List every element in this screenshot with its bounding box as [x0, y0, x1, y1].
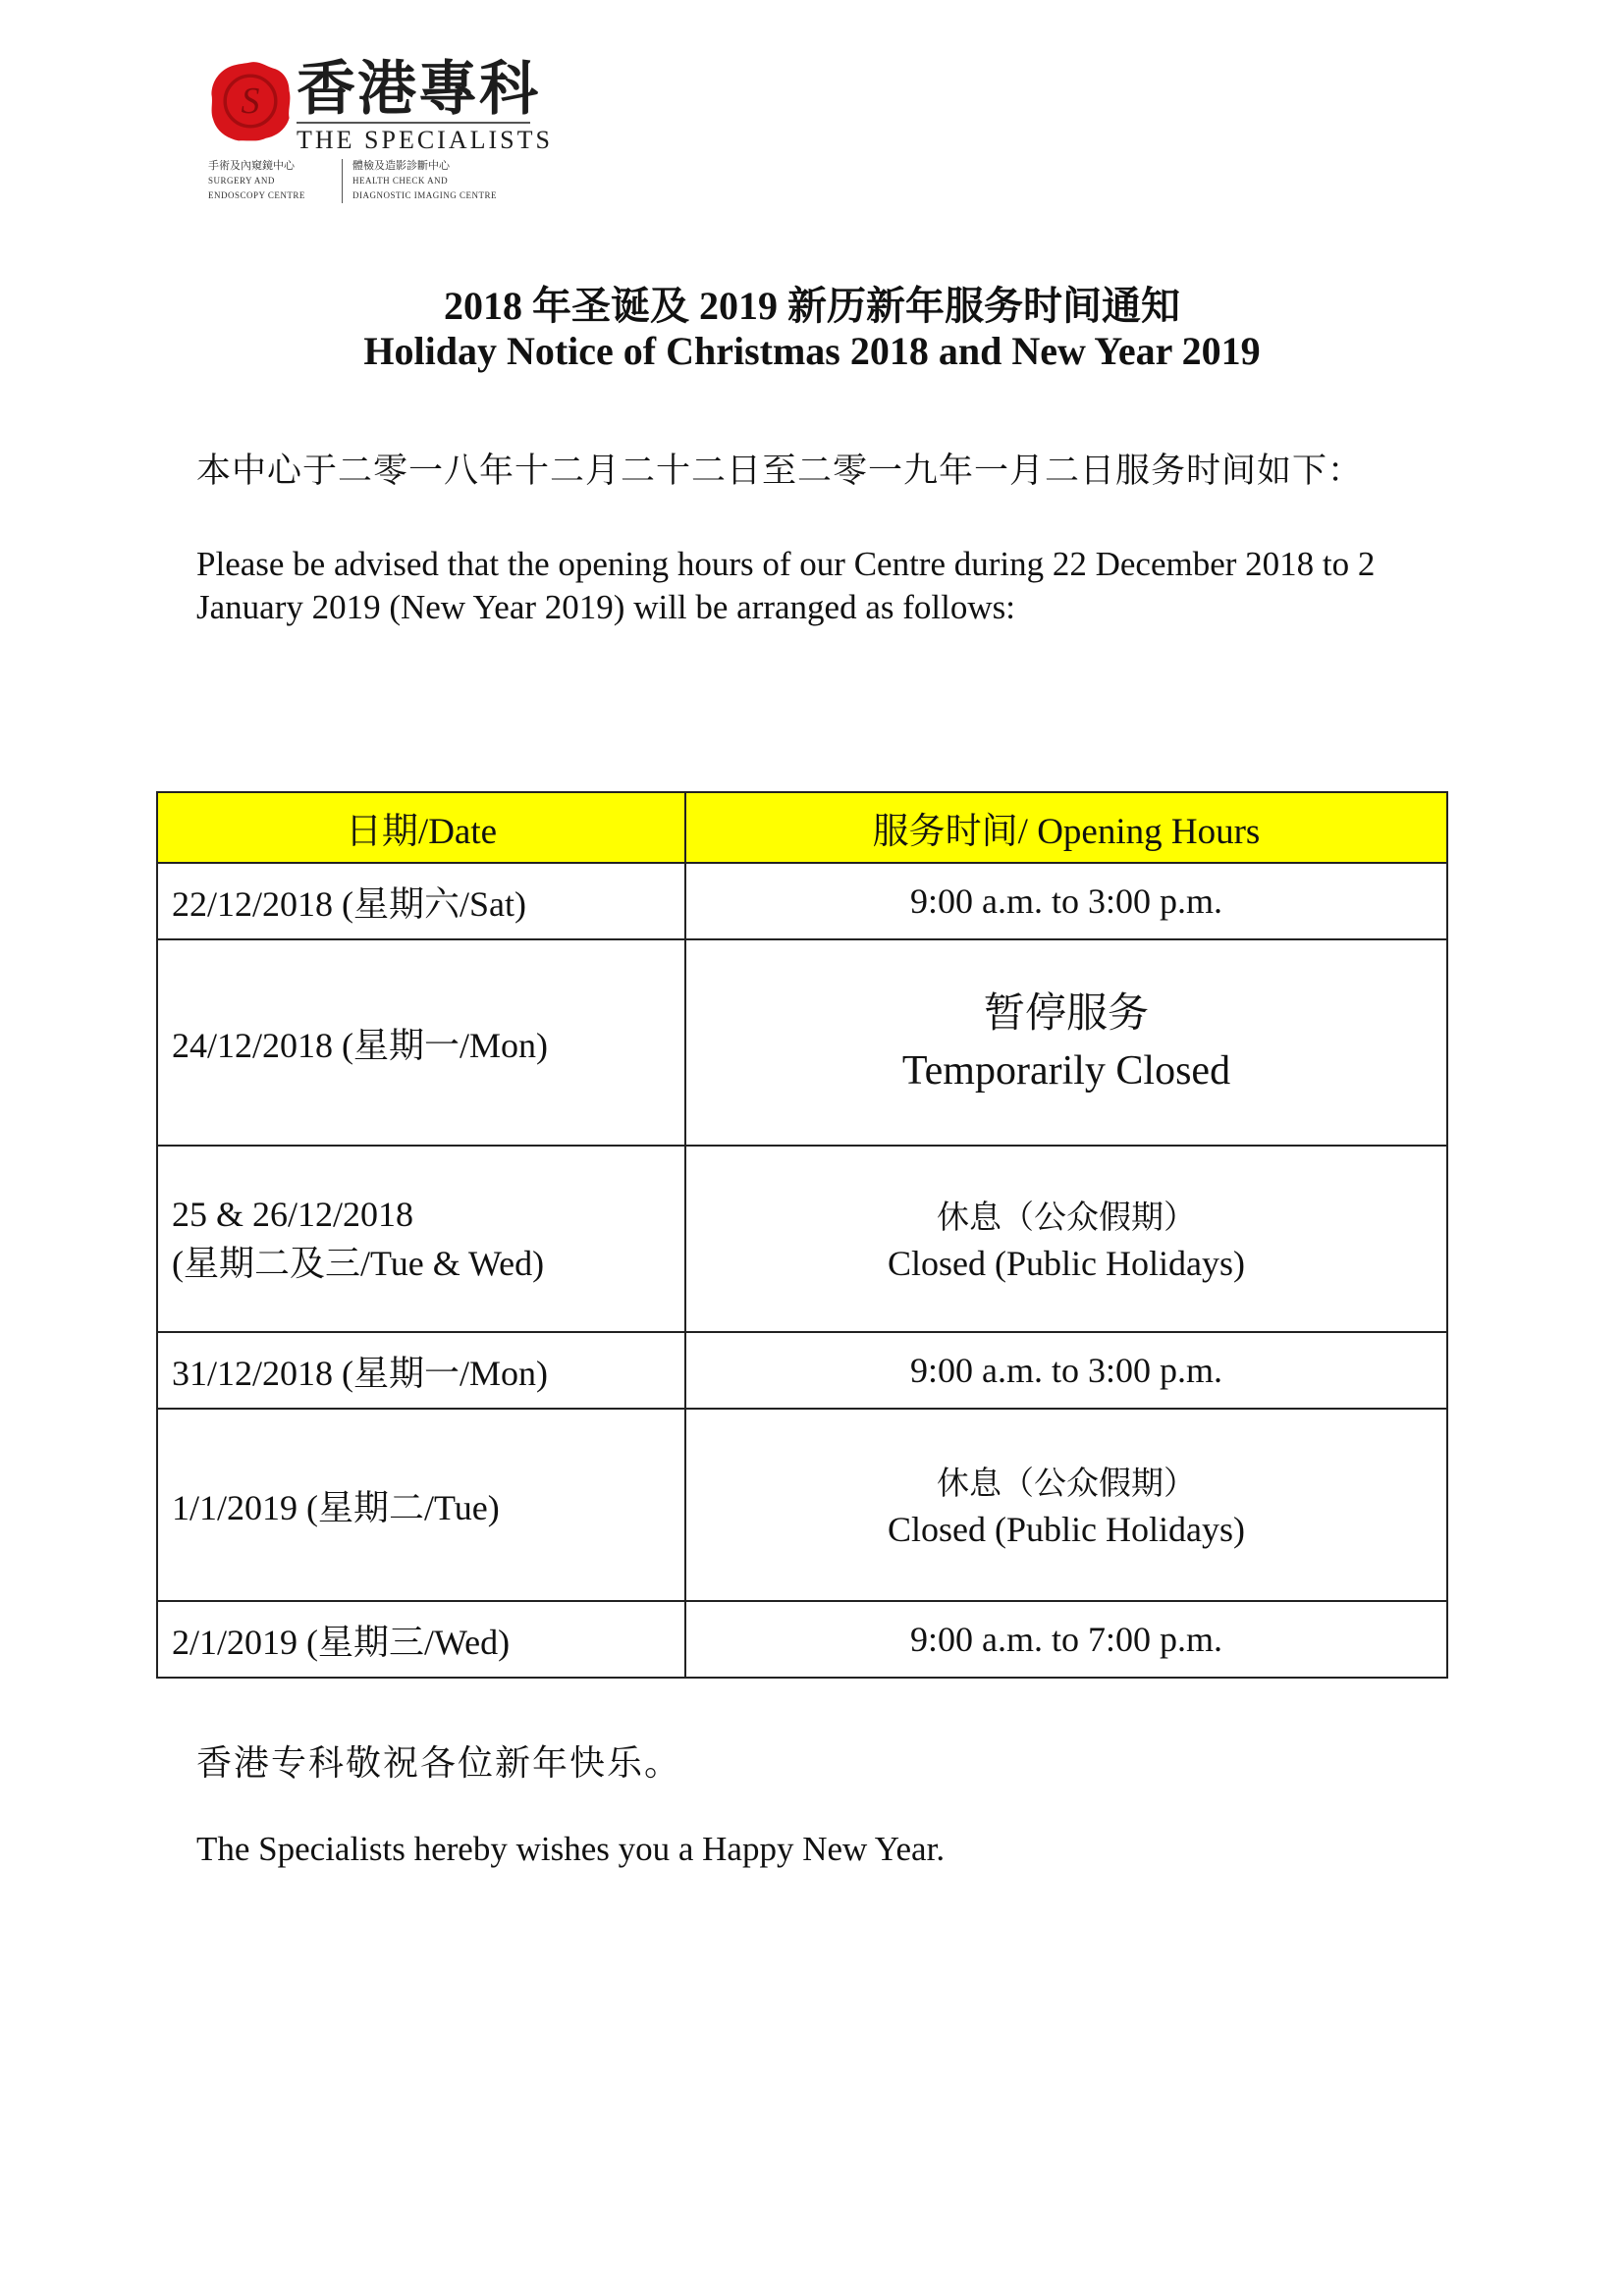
column-header-hours: 服务时间/ Opening Hours [685, 792, 1447, 863]
logo-name-en: THE SPECIALISTS [297, 122, 530, 155]
hours-cell: 9:00 a.m. to 3:00 p.m. [685, 1332, 1447, 1409]
table-header-row [157, 792, 1447, 863]
opening-hours-table [156, 791, 1448, 1679]
wax-seal-icon [208, 59, 293, 143]
table-row [157, 939, 1447, 1146]
hours-cell: 暂停服务 Temporarily Closed [685, 939, 1447, 1146]
closing-english: The Specialists hereby wishes you a Happy New Year. [196, 1830, 946, 1868]
date-cell: 25 & 26/12/2018 (星期二及三/Tue & Wed) [157, 1146, 685, 1332]
table-row [157, 1332, 1447, 1409]
intro-english: Please be advised that the opening hours of our Centre during 22 December 2018 to 2 January 2019 (New Year 2019) will be arranged as follows: [196, 545, 1376, 626]
title-english: Holiday Notice of Christmas 2018 and New Year 2019 [363, 329, 1261, 373]
hours-cell: 休息（公众假期） Closed (Public Holidays) [685, 1409, 1447, 1601]
svg-text:S: S [241, 80, 260, 123]
logo [208, 57, 553, 214]
hours-cell: 9:00 a.m. to 3:00 p.m. [685, 863, 1447, 939]
date-cell: 24/12/2018 (星期一/Mon) [157, 939, 685, 1146]
intro-chinese: 本中心于二零一八年十二月二十二日至二零一九年一月二日服务时间如下： [196, 452, 1364, 490]
logo-centre-surgery: 手術及內窺鏡中心 SURGERY AND ENDOSCOPY CENTRE [208, 160, 305, 200]
hours-cell: 休息（公众假期） Closed (Public Holidays) [685, 1146, 1447, 1332]
table-row [157, 863, 1447, 939]
logo-centre-health-check: 體檢及造影診斷中心 HEALTH CHECK AND DIAGNOSTIC IMAGING CENTRE [342, 159, 497, 203]
date-cell: 1/1/2019 (星期二/Tue) [157, 1409, 685, 1601]
hours-cell: 9:00 a.m. to 7:00 p.m. [685, 1601, 1447, 1678]
table-row [157, 1146, 1447, 1332]
table-row [157, 1601, 1447, 1678]
column-header-date: 日期/Date [157, 792, 685, 863]
date-cell: 31/12/2018 (星期一/Mon) [157, 1332, 685, 1409]
logo-name-cn: 香港專科 [297, 57, 540, 122]
closing-chinese: 香港专科敬祝各位新年快乐。 [196, 1743, 682, 1783]
date-cell: 22/12/2018 (星期六/Sat) [157, 863, 685, 939]
title-chinese: 2018 年圣诞及 2019 新历新年服务时间通知 [444, 284, 1180, 328]
table-row [157, 1409, 1447, 1601]
date-cell: 2/1/2019 (星期三/Wed) [157, 1601, 685, 1678]
